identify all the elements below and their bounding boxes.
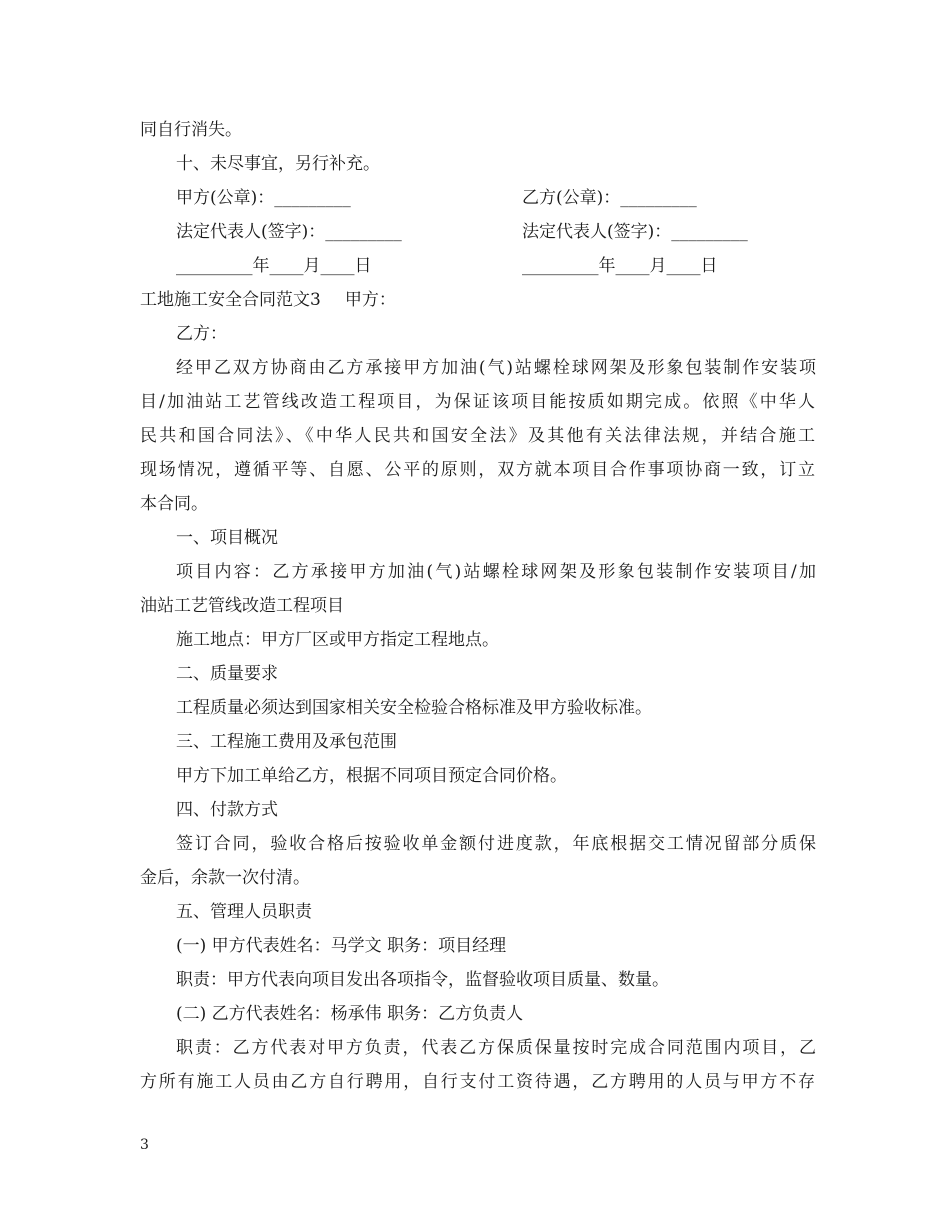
party-a-label: 甲方： xyxy=(344,290,396,310)
text-line: 现场情况，遵循平等、自愿、公平的原则，双方就本项目合作事项协商一致，订立 xyxy=(140,460,815,480)
party-a-rep-line: (一) 甲方代表姓名：马学文 职务：项目经理 xyxy=(176,936,507,956)
text-line: 油站工艺管线改造工程项目 xyxy=(140,596,344,616)
legal-rep-a-signature: 法定代表人(签字)：_________ xyxy=(176,222,402,242)
heading-fees: 三、工程施工费用及承包范围 xyxy=(176,732,397,752)
date-b: _________年____月____日 xyxy=(522,256,718,276)
text-line: 金后，余款一次付清。 xyxy=(140,868,310,888)
text-line: 工程质量必须达到国家相关安全检验合格标准及甲方验收标准。 xyxy=(176,698,652,718)
text-line: 职责：乙方代表对甲方负责，代表乙方保质保量按时完成合同范围内项目，乙 xyxy=(176,1038,816,1058)
section-title: 工地施工安全合同范文3 xyxy=(140,290,321,310)
party-b-seal: 乙方(公章)：_________ xyxy=(522,188,697,208)
text-line: 项目内容：乙方承接甲方加油(气)站螺栓球网架及形象包装制作安装项目/加 xyxy=(176,562,816,582)
section-title-line xyxy=(140,288,815,312)
party-b-rep-line: (二) 乙方代表姓名：杨承伟 职务：乙方负责人 xyxy=(176,1004,524,1024)
text-line: 签订合同，验收合格后按验收单金额付进度款，年底根据交工情况留部分质保 xyxy=(176,834,816,854)
text-line: 目/加油站工艺管线改造工程项目，为保证该项目能按质如期完成。依照《中华人 xyxy=(140,392,815,412)
text-line: 经甲乙双方协商由乙方承接甲方加油(气)站螺栓球网架及形象包装制作安装项 xyxy=(176,358,816,378)
date-a: _________年____月____日 xyxy=(176,256,372,276)
text-line: 甲方下加工单给乙方，根据不同项目预定合同价格。 xyxy=(176,766,567,786)
heading-project-overview: 一、项目概况 xyxy=(176,528,278,548)
clause-10: 十、未尽事宜，另行补充。 xyxy=(176,154,380,174)
page-number: 3 xyxy=(140,1137,149,1153)
party-b-label: 乙方： xyxy=(176,324,227,344)
text-line: 方所有施工人员由乙方自行聘用，自行支付工资待遇，乙方聘用的人员与甲方不存 xyxy=(140,1072,815,1092)
heading-quality: 二、质量要求 xyxy=(176,664,278,684)
text-line: 本合同。 xyxy=(140,494,208,514)
party-a-seal: 甲方(公章)：_________ xyxy=(176,188,351,208)
heading-payment: 四、付款方式 xyxy=(176,800,278,820)
heading-management: 五、管理人员职责 xyxy=(176,902,312,922)
text-line: 民共和国合同法》、《中华人民共和国安全法》及其他有关法律法规，并结合施工 xyxy=(140,426,815,446)
text-line: 职责：甲方代表向项目发出各项指令，监督验收项目质量、数量。 xyxy=(176,970,669,990)
text-line: 同自行消失。 xyxy=(140,120,242,140)
text-line: 施工地点：甲方厂区或甲方指定工程地点。 xyxy=(176,630,499,650)
legal-rep-b-signature: 法定代表人(签字)：_________ xyxy=(522,222,748,242)
